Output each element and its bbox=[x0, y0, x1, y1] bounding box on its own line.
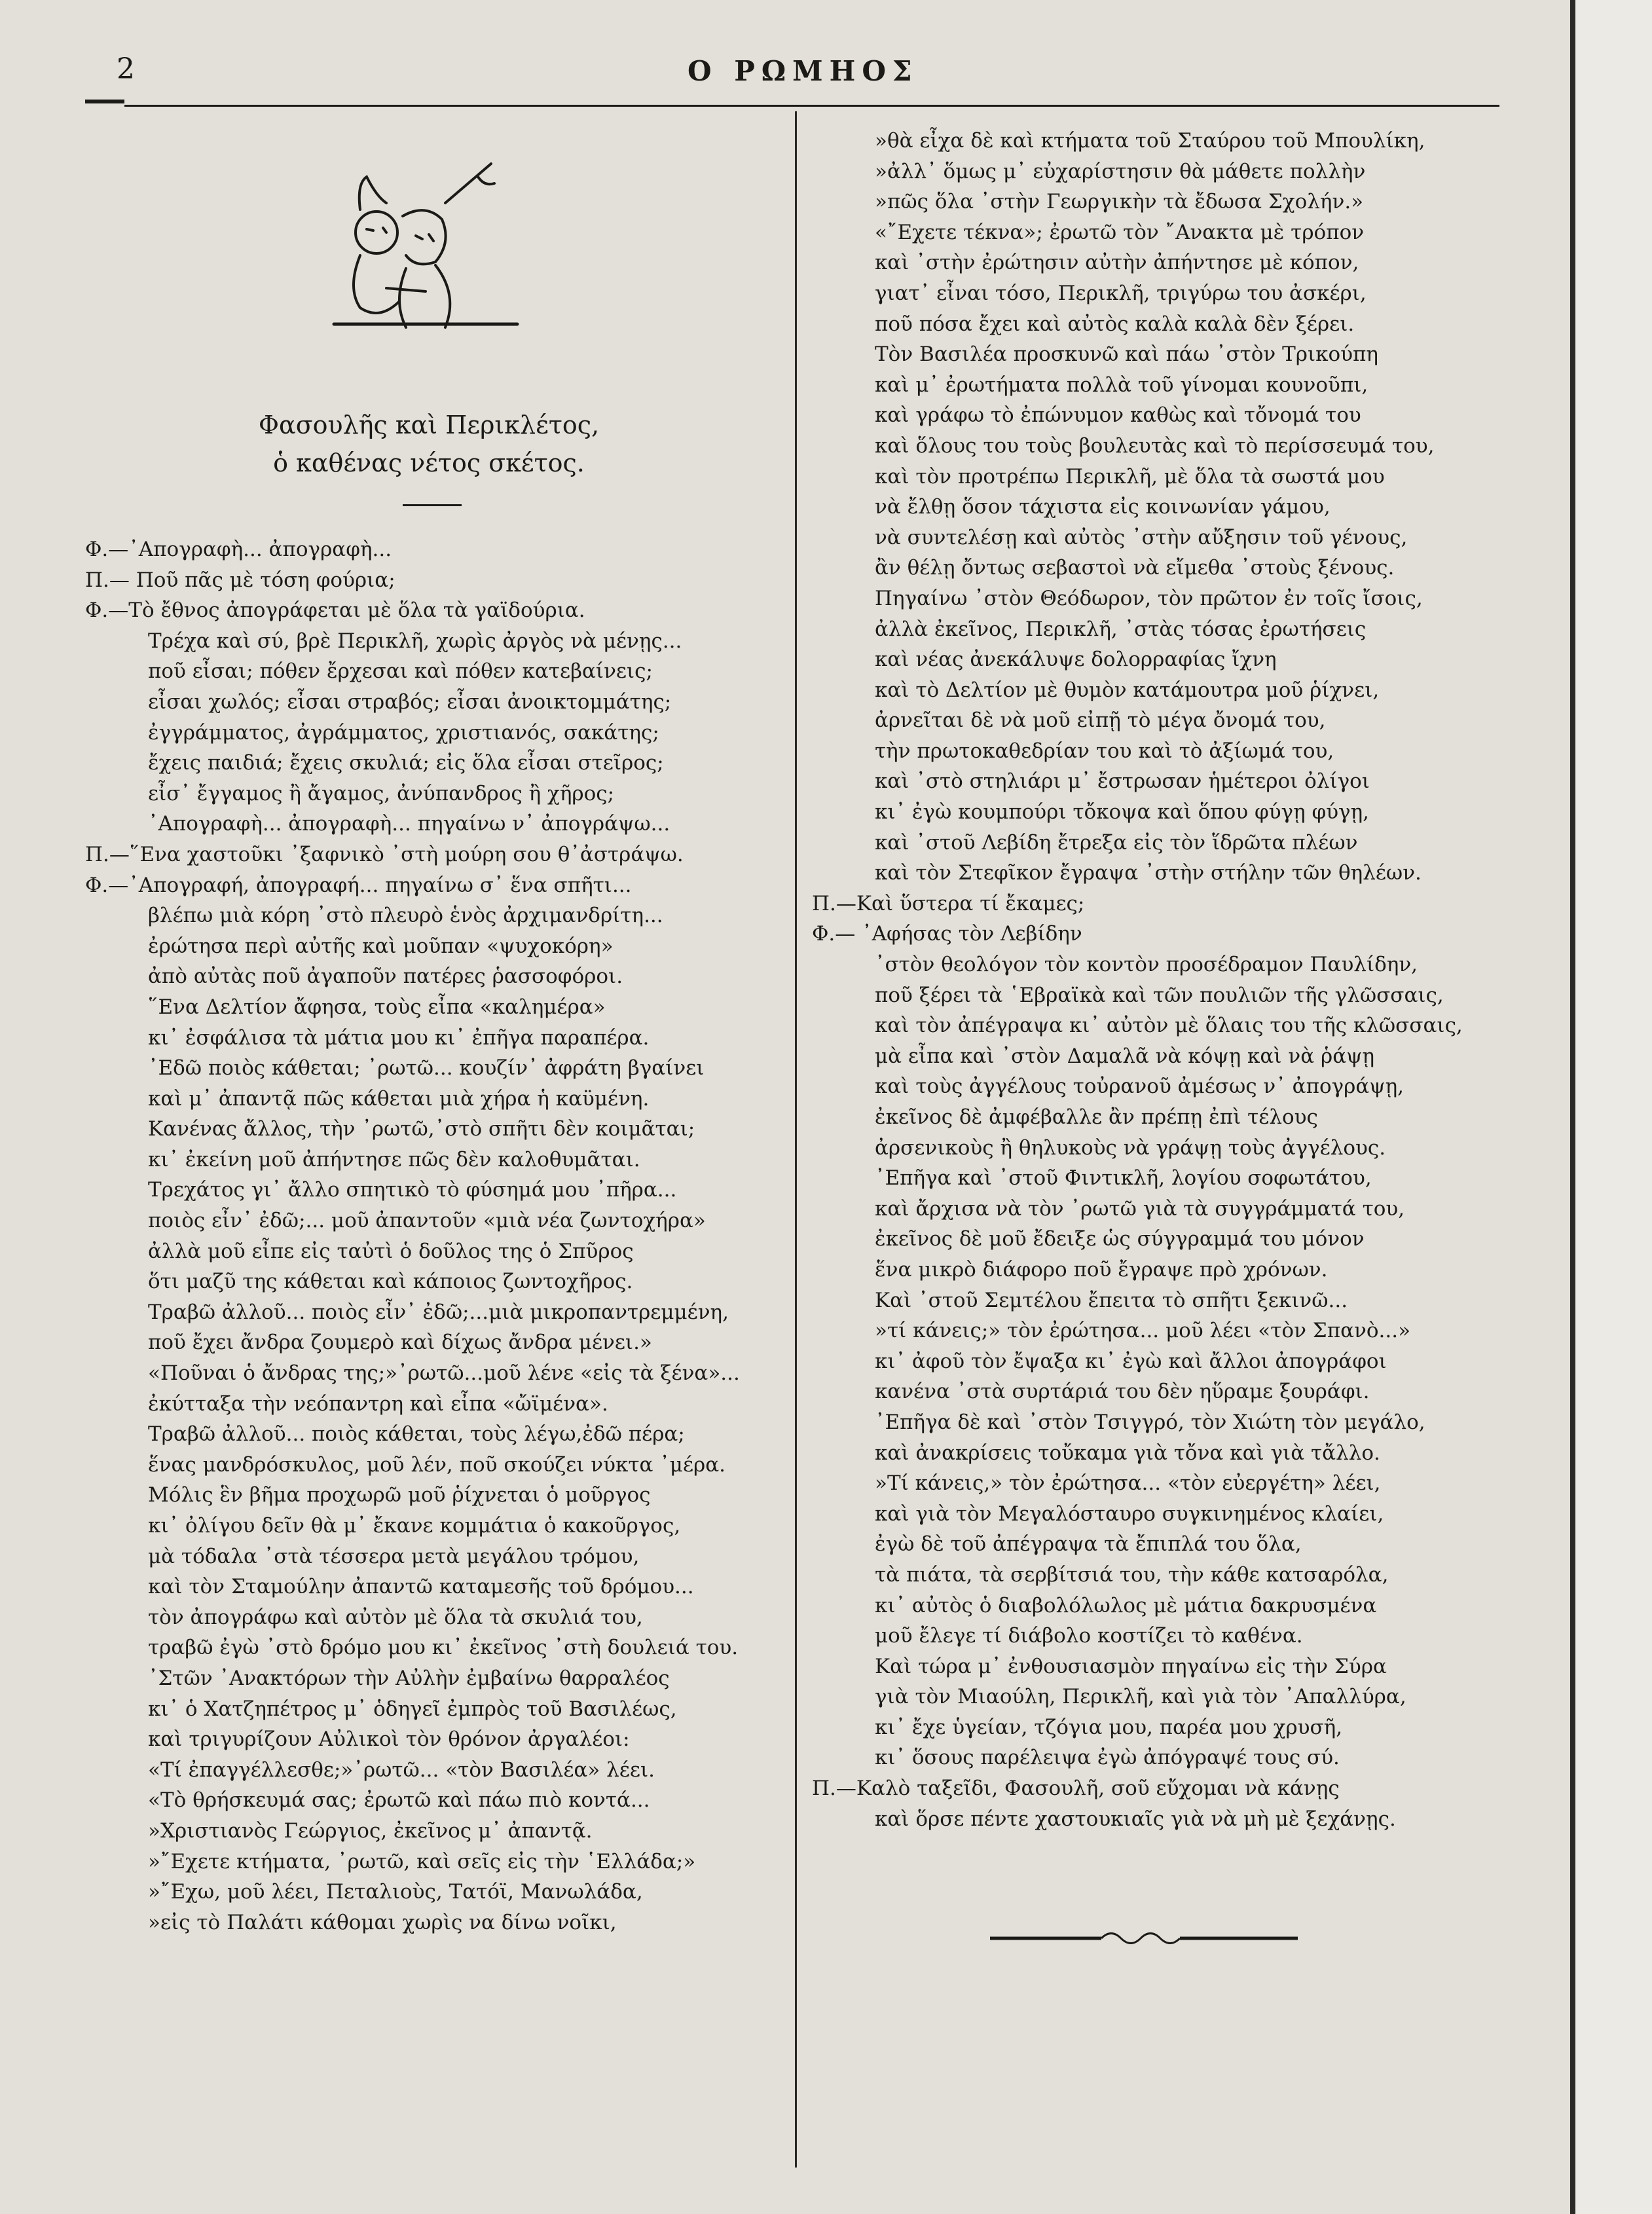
text-line: ἀρσενικοὺς ἢ θηλυκοὺς νὰ γράψῃ τοὺς ἀγγέλους. bbox=[875, 1135, 1386, 1160]
text-line: κι᾽ ἔχε ὑγείαν, τζόγια μου, παρέα μου χρυσῆ, bbox=[875, 1715, 1343, 1739]
text-line: βλέπω μιὰ κόρη ᾽στὸ πλευρὸ ἑνὸς ἀρχιμανδρίτη... bbox=[148, 904, 663, 928]
right-column bbox=[812, 126, 1493, 1834]
end-flourish bbox=[990, 1925, 1298, 1951]
text-line: »εἰς τὸ Παλάτι κάθομαι χωρὶς να δίνω νοῖκι, bbox=[148, 1910, 617, 1934]
text-line: ἐρώτησα περὶ αὐτῆς καὶ μοῦπαν «ψυχοκόρη» bbox=[148, 934, 614, 958]
text-line: »Χριστιανὸς Γεώργιος, ἐκεῖνος μ᾽ ἀπαντᾷ. bbox=[148, 1818, 593, 1843]
text-line: Π.—Καλὸ ταξεῖδι, Φασουλῆ, σοῦ εὔχομαι νὰ κάνῃς bbox=[812, 1777, 1340, 1801]
text-line: καὶ τὸν Σταμούλην ἀπαντῶ καταμεσῆς τοῦ δρόμου... bbox=[148, 1575, 694, 1599]
text-line: γιὰ τὸν Μιαούλη, Περικλῆ, καὶ γιὰ τὸν ᾽Απαλλύρα, bbox=[875, 1685, 1406, 1709]
text-line: Τραβῶ ἀλλοῦ... ποιὸς κάθεται, τοὺς λέγω,ἐδῶ πέρα; bbox=[148, 1422, 685, 1447]
text-line: μὰ εἶπα καὶ ᾽στὸν Δαμαλᾶ νὰ κόψῃ καὶ νὰ ῥάψῃ bbox=[875, 1044, 1375, 1068]
text-line: »῎Εχω, μοῦ λέει, Πεταλιοὺς, Τατόϊ, Μανωλάδα, bbox=[148, 1880, 643, 1904]
text-line: ἐκεῖνος δὲ ἀμφέβαλλε ἂν πρέπῃ ἐπὶ τέλους bbox=[875, 1105, 1318, 1129]
text-line: ἐγὼ δὲ τοῦ ἀπέγραψα τὰ ἔπιπλά του ὅλα, bbox=[875, 1532, 1302, 1557]
text-line: ποῦ εἶσαι; πόθεν ἔρχεσαι καὶ πόθεν κατεβαίνεις; bbox=[148, 659, 653, 684]
text-line: ᾽Επῆγα δὲ καὶ ᾽στὸν Τσιγγρό, τὸν Χιώτη τὸν μεγάλο, bbox=[875, 1410, 1425, 1434]
text-line: νὰ ἔλθῃ ὅσον τάχιστα εἰς κοινωνίαν γάμου, bbox=[875, 495, 1331, 519]
text-line: »θὰ εἶχα δὲ καὶ κτήματα τοῦ Σταύρου τοῦ Μπουλίκη, bbox=[875, 129, 1425, 153]
text-line: »τί κάνεις;» τὸν ἐρώτησα... μοῦ λέει «τὸν Σπανὸ...» bbox=[875, 1319, 1411, 1343]
text-line: τραβῶ ἐγὼ ᾽στὸ δρόμο μου κι᾽ ἐκεῖνος ᾽στὴ δουλειά του. bbox=[148, 1636, 739, 1660]
text-line: νὰ συντελέσῃ καὶ αὐτὸς ᾽στὴν αὔξησιν τοῦ γένους, bbox=[875, 525, 1408, 549]
text-line: καὶ ὅρσε πέντε χαστουκιαῖς γιὰ νὰ μὴ μὲ ξεχάνῃς. bbox=[875, 1807, 1396, 1831]
header-rule-thick bbox=[85, 100, 124, 103]
text-line: καὶ τὸ Δελτίον μὲ θυμὸν κατάμουτρα μοῦ ῥίχνει, bbox=[875, 678, 1380, 702]
left-column bbox=[85, 534, 773, 1938]
text-line: τὰ πιάτα, τὰ σερβίτσιά του, τὴν κάθε κατσαρόλα, bbox=[875, 1562, 1389, 1587]
header-rule bbox=[124, 105, 1499, 107]
text-line: Μόλις ἓν βῆμα προχωρῶ μοῦ ῥίχνεται ὁ μοῦργος bbox=[148, 1483, 651, 1507]
poem-title bbox=[85, 406, 773, 482]
column-divider bbox=[795, 111, 797, 2168]
text-line: ὅτι μαζῦ της κάθεται καὶ κάποιος ζωντοχῆρος. bbox=[148, 1270, 633, 1294]
text-line: ᾽στὸν θεολόγον τὸν κοντὸν προσέδραμον Παυλίδην, bbox=[875, 953, 1418, 977]
text-line: Τρέχα καὶ σύ, βρὲ Περικλῆ, χωρὶς ἀργὸς νὰ μένῃς... bbox=[148, 629, 682, 653]
text-line: καὶ ὅλους του τοὺς βουλευτὰς καὶ τὸ περίσσευμά του, bbox=[875, 434, 1435, 458]
adjacent-page-margin bbox=[1575, 0, 1652, 2214]
text-line: ῞Ενα Δελτίον ἄφησα, τοὺς εἶπα «καλημέρα» bbox=[148, 995, 606, 1019]
text-line: Τραβῶ ἀλλοῦ... ποιὸς εἶν᾽ ἐδῶ;...μιὰ μικροπαντρεμμένη, bbox=[148, 1300, 729, 1324]
text-line: »῎Εχετε κτήματα, ᾽ρωτῶ, καὶ σεῖς εἰς τὴν ῾Ελλάδα;» bbox=[148, 1849, 696, 1873]
text-line: ἀπὸ αὐτὰς ποῦ ἀγαποῦν πατέρες ῥασσοφόροι. bbox=[148, 965, 623, 989]
text-line: γιατ᾽ εἶναι τόσο, Περικλῆ, τριγύρω του ἀσκέρι, bbox=[875, 281, 1367, 305]
text-line: ἕνα μικρὸ διάφορο ποῦ ἔγραψε πρὸ χρόνων. bbox=[875, 1257, 1328, 1282]
text-line: καὶ γιὰ τὸν Μεγαλόσταυρο συγκινημένος κλαίει, bbox=[875, 1502, 1384, 1526]
text-line: ἐκύτταξα τὴν νεόπαντρη καὶ εἶπα «ὤϊμένα». bbox=[148, 1392, 608, 1416]
text-line: ἕνας μανδρόσκυλος, μοῦ λέν, ποῦ σκούζει νύκτα ᾽μέρα. bbox=[148, 1452, 726, 1477]
text-line: Φ.—᾽Απογραφὴ... ἀπογραφὴ... bbox=[85, 538, 392, 561]
text-line: «Τί ἐπαγγέλλεσθε;»᾽ρωτῶ... «τὸν Βασιλέα» λέει. bbox=[148, 1758, 655, 1782]
text-line: κι᾽ ὀλίγου δεῖν θὰ μ᾽ ἔκανε κομμάτια ὁ κακοῦργος, bbox=[148, 1514, 681, 1538]
text-line: κι᾽ ἀφοῦ τὸν ἔψαξα κι᾽ ἐγὼ καὶ ἄλλοι ἀπογράφοι bbox=[875, 1349, 1387, 1373]
text-line: καὶ γράφω τὸ ἐπώνυμον καθὼς καὶ τὄνομά του bbox=[875, 403, 1361, 428]
text-line: Φ.—᾽Απογραφή, ἀπογραφή... πηγαίνω σ᾽ ἕνα σπῆτι... bbox=[85, 873, 632, 897]
text-line: ᾽Επῆγα καὶ ᾽στοῦ Φιντικλῆ, λογίου σοφωτάτου, bbox=[875, 1166, 1372, 1190]
text-line: ἔχεις παιδιά; ἔχεις σκυλιά; εἰς ὅλα εἶσαι στεῖρος; bbox=[148, 751, 664, 775]
text-line: καὶ τὸν Στεφῖκον ἔγραψα ᾽στὴν στήλην τῶν θηλέων. bbox=[875, 861, 1422, 885]
text-line: καὶ νέας ἀνεκάλυψε δολορραφίας ἴχνη bbox=[875, 648, 1277, 672]
text-line: καὶ ᾽στὴν ἐρώτησιν αὐτὴν ἀπήντησε μὲ κόπον, bbox=[875, 251, 1359, 275]
text-line: «῎Εχετε τέκνα»; ἐρωτῶ τὸν ῎Ανακτα μὲ τρόπον bbox=[875, 220, 1365, 244]
text-line: κι᾽ ὁ Χατζηπέτρος μ᾽ ὁδηγεῖ ἐμπρὸς τοῦ Βασιλέως, bbox=[148, 1697, 677, 1721]
masthead: Ο ΡΩΜΗΟΣ bbox=[688, 55, 919, 87]
text-line: ἐγγράμματος, ἀγράμματος, χριστιανός, σακάτης; bbox=[148, 720, 659, 745]
text-line: καὶ τριγυρίζουν Αὐλικοὶ τὸν θρόνον ἀργαλέοι: bbox=[148, 1727, 630, 1752]
text-line: τὴν πρωτοκαθεδρίαν του καὶ τὸ ἀξίωμά του, bbox=[875, 739, 1334, 763]
text-line: κι᾽ ἐσφάλισα τὰ μάτια μου κι᾽ ἐπῆγα παραπέρα. bbox=[148, 1025, 650, 1050]
text-line: Πηγαίνω ᾽στὸν Θεόδωρον, τὸν πρῶτον ἐν τοῖς ἴσοις, bbox=[875, 586, 1423, 610]
text-line: Π.—Καὶ ὕστερα τί ἔκαμες; bbox=[812, 891, 1085, 915]
title-rule bbox=[403, 504, 462, 506]
text-line: Π.— Ποῦ πᾶς μὲ τόση φούρια; bbox=[85, 568, 395, 592]
text-line: ποῦ πόσα ἔχει καὶ αὐτὸς καλὰ καλὰ δὲν ξέρει. bbox=[875, 312, 1355, 336]
text-line: μοῦ ἔλεγε τί διάβολο κοστίζει τὸ καθένα. bbox=[875, 1624, 1303, 1648]
text-line: καὶ ᾽στοῦ Λεβίδη ἔτρεξα εἰς τὸν ἵδρῶτα πλέων bbox=[875, 830, 1358, 855]
text-line: κι᾽ ὅσους παρέλειψα ἐγὼ ἀπόγραψέ τους σύ. bbox=[875, 1746, 1340, 1770]
text-line: »πῶς ὅλα ᾽στὴν Γεωργικὴν τὰ ἔδωσα Σχολήν.» bbox=[875, 190, 1364, 214]
text-line: κανένα ᾽στὰ συρτάριά του δὲν ηὕραμε ξουράφι. bbox=[875, 1380, 1370, 1404]
text-line: καὶ τοὺς ἀγγέλους τοὐρανοῦ ἀμέσως ν᾽ ἀπογράψῃ, bbox=[875, 1075, 1404, 1099]
text-line: καὶ τὸν ἀπέγραψα κι᾽ αὐτὸν μὲ ὅλαις του τῆς κλῶσσαις, bbox=[875, 1014, 1463, 1038]
text-line: ποιὸς εἶν᾽ ἐδῶ;... μοῦ ἀπαντοῦν «μιὰ νέα ζωντοχήρα» bbox=[148, 1209, 706, 1233]
text-line: »Τί κάνεις,» τὸν ἐρώτησα... «τὸν εὐεργέτη» λέει, bbox=[875, 1471, 1381, 1496]
text-line: »ἀλλ᾽ ὅμως μ᾽ εὐχαρίστησιν θὰ μάθετε πολλὴν bbox=[875, 159, 1366, 183]
text-line: Φ.— ᾽Αφήσας τὸν Λεβίδην bbox=[812, 922, 1082, 946]
text-line: ἀλλὰ μοῦ εἶπε εἰς ταὐτὶ ὁ δοῦλος της ὁ Σπῦρος bbox=[148, 1239, 634, 1263]
text-line: κι᾽ αὐτὸς ὁ διαβολόλωλος μὲ μάτια δακρυσμένα bbox=[875, 1593, 1377, 1617]
text-line: Τὸν Βασιλέα προσκυνῶ καὶ πάω ᾽στὸν Τρικούπη bbox=[875, 342, 1379, 367]
text-line: καὶ ᾽στὸ στηλιάρι μ᾽ ἔστρωσαν ἡμέτεροι ὀλίγοι bbox=[875, 769, 1370, 794]
page-number: 2 bbox=[117, 52, 135, 86]
text-line: ᾽Εδῶ ποιὸς κάθεται; ᾽ρωτῶ... κουζίν᾽ ἀφράτη βγαίνει bbox=[148, 1056, 705, 1080]
text-line: «Τὸ θρήσκευμά σας; ἐρωτῶ καὶ πάω πιὸ κοντά... bbox=[148, 1788, 650, 1813]
text-line: καὶ ἀνακρίσεις τοὔκαμα γιὰ τὄνα καὶ γιὰ τἄλλο. bbox=[875, 1441, 1380, 1465]
text-line: τὸν ἀπογράφω καὶ αὐτὸν μὲ ὅλα τὰ σκυλιά του, bbox=[148, 1605, 643, 1629]
text-line: «Ποῦναι ὁ ἄνδρας της;»᾽ρωτῶ...μοῦ λένε «εἰς τὰ ξένα»... bbox=[148, 1361, 740, 1386]
text-line: ἀρνεῖται δὲ νὰ μοῦ εἰπῇ τὸ μέγα ὄνομά του, bbox=[875, 709, 1326, 733]
text-line: Καὶ ᾽στοῦ Σεμτέλου ἔπειτα τὸ σπῆτι ξεκινῶ... bbox=[875, 1288, 1348, 1312]
text-line: εἶσαι χωλός; εἶσαι στραβός; εἶσαι ἀνοικτομμάτης; bbox=[148, 690, 672, 714]
text-line: καὶ μ᾽ ἀπαντᾷ πῶς κάθεται μιὰ χήρα ἡ καϋμένη. bbox=[148, 1086, 650, 1111]
text-line: ἐκεῖνος δὲ μοῦ ἔδειξε ὡς σύγγραμμά του μόνον bbox=[875, 1227, 1365, 1251]
text-line: καὶ τὸν προτρέπω Περικλῆ, μὲ ὅλα τὰ σωστά μου bbox=[875, 464, 1385, 489]
text-line: κι᾽ ἐγὼ κουμπούρι τὄκοψα καὶ ὅπου φύγῃ φύγῃ, bbox=[875, 800, 1370, 824]
text-line: ποῦ ξέρει τὰ ῾Εβραϊκὰ καὶ τῶν πουλιῶν τῆς γλῶσσαις, bbox=[875, 983, 1444, 1007]
text-line: ποῦ ἔχει ἄνδρα ζουμερὸ καὶ δίχως ἄνδρα μένει.» bbox=[148, 1331, 652, 1355]
text-line: κι᾽ ἐκείνη μοῦ ἀπήντησε πῶς δὲν καλοθυμᾶται. bbox=[148, 1147, 640, 1172]
text-line: Π.—῞Ενα χαστοῦκι ᾽ξαφνικὸ ᾽στὴ μούρη σου θ᾽ἀστράψω. bbox=[85, 842, 684, 866]
page-edge-shadow bbox=[1570, 0, 1575, 2214]
text-line: Κανένας ἄλλος, τὴν ᾽ρωτῶ,᾽στὸ σπῆτι δὲν κοιμᾶται; bbox=[148, 1117, 695, 1141]
text-line: Τρεχάτος γι᾽ ἄλλο σπητικὸ τὸ φύσημά μου ᾽πῆρα... bbox=[148, 1178, 677, 1202]
text-line: εἶσ᾽ ἔγγαμος ἢ ἄγαμος, ἀνύπανδρος ἢ χῆρος; bbox=[148, 781, 615, 805]
title-line-2: ὁ καθένας νέτος σκέτος. bbox=[273, 449, 585, 477]
text-line: καὶ μ᾽ ἐρωτήματα πολλὰ τοῦ γίνομαι κουνοῦπι, bbox=[875, 373, 1368, 397]
text-line: καὶ ἄρχισα νὰ τὸν ᾽ρωτῶ γιὰ τὰ συγγράμματά του, bbox=[875, 1196, 1405, 1221]
title-line-1: Φασουλῆς καὶ Περικλέτος, bbox=[258, 411, 600, 439]
cartoon-illustration bbox=[321, 157, 530, 347]
text-line: ᾽Απογραφὴ... ἀπογραφὴ... πηγαίνω ν᾽ ἀπογράψω... bbox=[148, 812, 670, 836]
text-line: ᾽Στῶν ᾽Ανακτόρων τὴν Αὐλὴν ἐμβαίνω θαρραλέος bbox=[148, 1666, 670, 1690]
text-line: μὰ τόδαλα ᾽στὰ τέσσερα μετὰ μεγάλου τρόμου, bbox=[148, 1544, 640, 1568]
text-line: ἂν θέλῃ ὄντως σεβαστοὶ νὰ εἴμεθα ᾽στοὺς ξένους. bbox=[875, 556, 1395, 580]
text-line: Καὶ τώρα μ᾽ ἐνθουσιασμὸν πηγαίνω εἰς τὴν Σύρα bbox=[875, 1654, 1387, 1678]
text-line: ἀλλὰ ἐκεῖνος, Περικλῆ, ᾽στὰς τόσας ἐρωτήσεις bbox=[875, 617, 1367, 641]
text-line: Φ.—Τὸ ἔθνος ἀπογράφεται μὲ ὅλα τὰ γαϊδούρια. bbox=[85, 599, 585, 623]
